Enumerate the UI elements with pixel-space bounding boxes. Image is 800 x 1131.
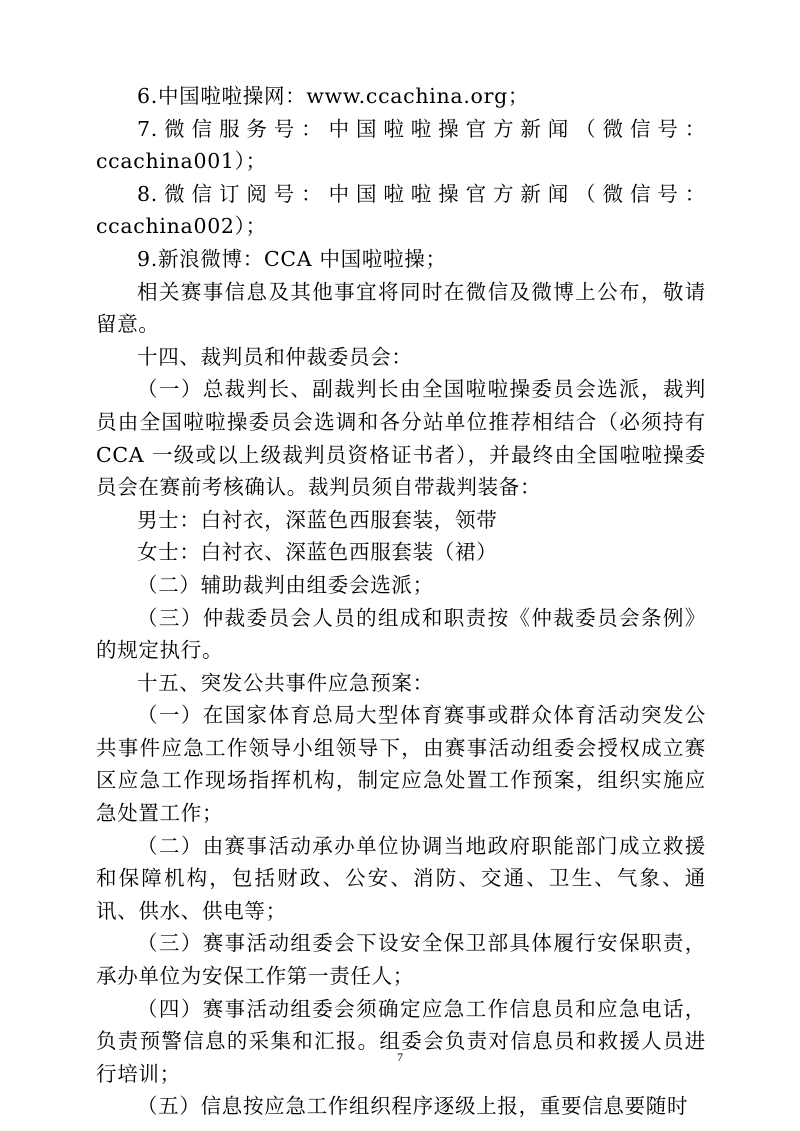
paragraph-15-1: （一）在国家体育总局大型体育赛事或群众体育活动突发公共事件应急工作领导小组领导下，由赛事活动组委会授权成立赛区应急工作现场指挥机构，制定应急处置工作预案，组织实施应急处置工作； [96, 703, 706, 826]
paragraph-14-3: （三）仲裁委员会人员的组成和职责按《仲裁委员会条例》的规定执行。 [96, 605, 706, 663]
page-number: 7 [397, 1050, 403, 1064]
section-heading-15: 十五、突发公共事件应急预案： [137, 670, 434, 695]
paragraph-contact-9: 9.新浪微博：CCA 中国啦啦操； [137, 246, 447, 271]
paragraph-dress-women: 女士：白衬衣、深蓝色西服套装（裙） [137, 540, 498, 565]
document-body [96, 80, 706, 1123]
paragraph-14-1: （一）总裁判长、副裁判长由全国啦啦操委员会选派，裁判员由全国啦啦操委员会选调和各分站单位推荐相结合（必须持有CCA 一级或以上级裁判员资格证书者），并最终由全国啦啦操委员会在赛前考核确认。裁判员须自带裁判装备： [96, 377, 706, 500]
paragraph-notice: 相关赛事信息及其他事宜将同时在微信及微博上公布，敬请留意。 [96, 279, 706, 337]
paragraph-contact-8: 8.微信订阅号：中国啦啦操官方新闻（微信号：ccachina002）； [96, 181, 706, 239]
section-heading-14: 十四、裁判员和仲裁委员会： [137, 344, 413, 369]
paragraph-contact-6: 6.中国啦啦操网：www.ccachina.org； [137, 84, 530, 108]
paragraph-15-4: （四）赛事活动组委会须确定应急工作信息员和应急电话，负责预警信息的采集和汇报。组委会负责对信息员和救援人员进行培训； [96, 996, 706, 1086]
paragraph-contact-7: 7.微信服务号：中国啦啦操官方新闻（微信号：ccachina001）； [96, 116, 706, 174]
paragraph-15-3: （三）赛事活动组委会下设安全保卫部具体履行安保职责，承办单位为安保工作第一责任人； [96, 931, 706, 989]
paragraph-15-2: （二）由赛事活动承办单位协调当地政府职能部门成立救援和保障机构，包括财政、公安、消防、交通、卫生、气象、通讯、供水、供电等； [96, 833, 706, 923]
paragraph-dress-men: 男士：白衬衣，深蓝色西服套装，领带 [137, 507, 498, 532]
paragraph-14-2: （二）辅助裁判由组委会选派； [137, 572, 434, 597]
paragraph-15-5: （五）信息按应急工作组织程序逐级上报，重要信息要随时 [137, 1094, 689, 1119]
